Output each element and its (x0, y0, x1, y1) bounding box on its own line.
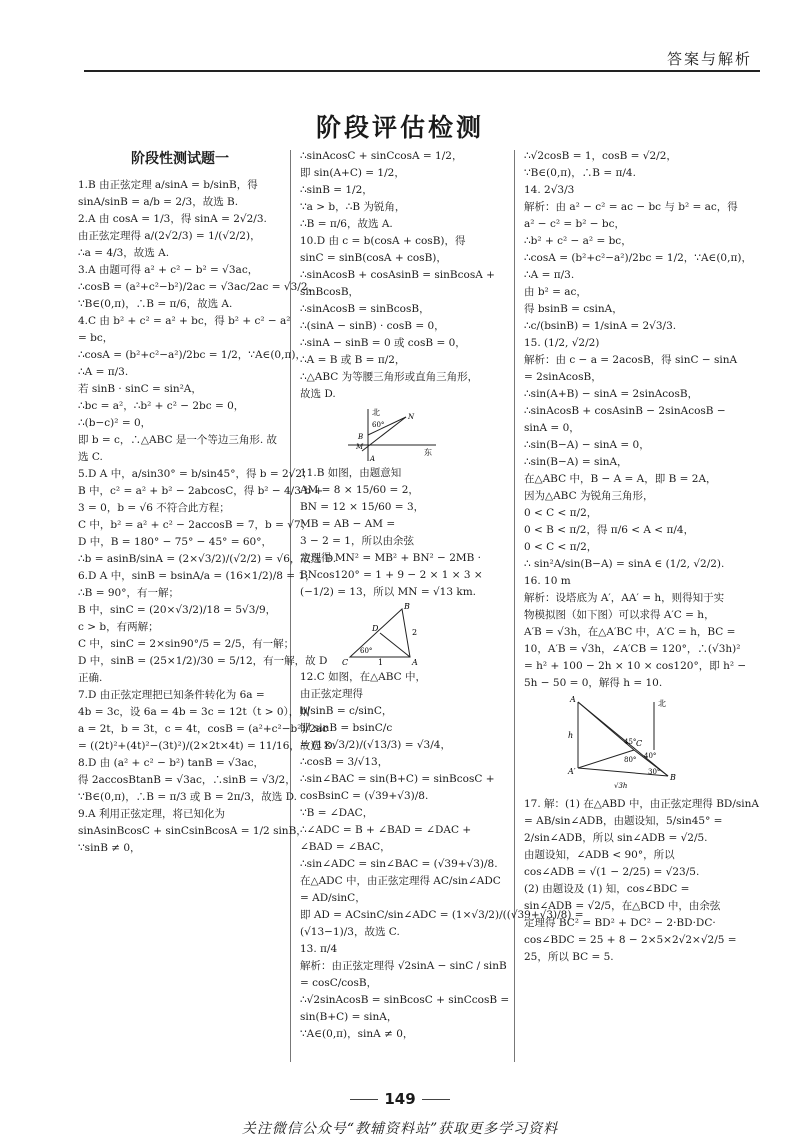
answer-line: = ((2t)²+(4t)²−(3t)²)/(2×2t×4t) = 11/16，故选 D. (78, 739, 336, 752)
answer-line: 5.D A 中，a/sin30° = b/sin45°，得 b = 2√2； (78, 467, 313, 480)
page-number-rule-left (350, 1099, 378, 1100)
answer-line: MB = AB − AM = (300, 518, 396, 530)
answer-line: B 中，sinC = (20×√3/2)/18 = 5√3/9， (78, 603, 277, 616)
answer-line: ∴sinAcosC + sinCcosA = 1/2， (300, 150, 463, 162)
answer-line: 1.B 由正弦定理 a/sinA = b/sinB，得 (78, 178, 258, 191)
fig11-point-n: N (408, 413, 415, 421)
column-3 (524, 148, 759, 966)
answer-line: ∵B = ∠DAC， (300, 807, 374, 819)
answer-line: a² − c² = b² − bc， (524, 218, 626, 230)
answer-line: ∴√2cosB = 1，cosB = √2/2， (524, 150, 677, 162)
fig16-point-a: A (570, 695, 576, 704)
answer-line: sinA = 0， (524, 422, 580, 434)
answer-line: 15. (1/2, √2/2) (524, 337, 600, 349)
answer-line: ∴B = π/6，故选 A. (300, 218, 393, 230)
fig16-h-label: h (568, 731, 574, 740)
answer-line: sinAsinBcosC + sinCsinBcosA = 1/2 sinB， (78, 824, 307, 837)
answer-line: D 中，sinB = (25×1/2)/30 = 5/12，有一解，故 D (78, 654, 328, 667)
figure-q12 (340, 603, 424, 667)
answer-line: ∴sinB = 1/2， (300, 184, 373, 196)
answer-line: cos∠BDC = 25 + 8 − 2×5×2√2×√2/5 = (524, 934, 737, 946)
answer-line: 25，所以 BC = 5. (524, 951, 614, 963)
fig12-side-bottom: 1 (378, 658, 384, 667)
answer-line: ∴cosA = (b²+c²−a²)/2bc = 1/2，∵A∈(0,π)， (524, 252, 752, 264)
answer-line: ∴a = 4/3，故选 A. (78, 246, 170, 259)
answer-line: 17. 解：(1) 在△ABD 中，由正弦定理得 BD/sinA (524, 798, 759, 810)
answer-line: 0 < B < π/2，得 π/6 < A < π/4， (524, 524, 695, 536)
answer-line: ∴sin∠BAC = sin(B+C) = sinBcosC + (300, 773, 495, 785)
fig16-north-label: 北 (658, 699, 666, 708)
answer-line: ∴sin(B−A) = sinA， (524, 456, 628, 468)
answer-line: 6.D A 中，sinB = bsinA/a = (16×1/2)/8 = 1， (78, 569, 316, 582)
answer-line: ∴sinAcosB + cosAsinB = sinBcosA + (300, 269, 495, 281)
fig16-angle-40: 40° (644, 752, 657, 760)
answer-line: sinA/sinB = a/b = 2/3，故选 B. (78, 195, 239, 208)
answer-line: ∠BAD = ∠BAC， (300, 841, 391, 853)
footer-note: 关注微信公众号“教辅资料站”获取更多学习资料 (241, 1121, 559, 1137)
answer-line: ∴bc = a²，∴b² + c² − 2bc = 0， (78, 399, 245, 412)
answer-line: 因为△ABC 为锐角三角形， (524, 490, 654, 502)
answer-line: BN = 12 × 15/60 = 3， (300, 501, 425, 513)
answer-line: (√13−1)/3，故选 C. (300, 926, 400, 938)
fig11-east-label: 东 (424, 448, 432, 457)
fig16-angle-80: 80° (624, 756, 637, 764)
answer-line: ∴cosA = (b²+c²−a²)/2bc = 1/2，∵A∈(0,π)， (78, 348, 306, 361)
answer-line: a = 2t，b = 3t，c = 4t，cosB = (a²+c²−b²)/2ac (78, 722, 328, 735)
answer-line: ∴sinAcosB = sinBcosB， (300, 303, 430, 315)
answer-line: = cosC/cosB， (300, 977, 378, 989)
answer-line: 9.A 利用正弦定理，将已知化为 (78, 807, 225, 820)
answer-line: 2.A 由 cosA = 1/3，得 sinA = 2√2/3. (78, 212, 267, 225)
answer-line: c > b，有两解； (78, 620, 159, 633)
answer-line: ∴A = π/3. (524, 269, 575, 281)
answer-line: 3.A 由题可得 a² + c² − b² = √3ac， (78, 263, 259, 276)
answer-line: 3 = 0，b = √6 不符合此方程； (78, 501, 230, 514)
answer-line: ∴sin(B−A) − sinA = 0， (524, 439, 650, 451)
answer-line: 13. π/4 (300, 943, 338, 955)
column-3-lines-a (524, 148, 752, 692)
answer-line: 解析：设塔底为 A′，AA′ = h，则得知于实 (524, 592, 725, 604)
fig12-side-right: 2 (412, 628, 418, 637)
fig16-point-a-prime: A′ (568, 767, 576, 776)
fig16-sqrt3h-label: √3h (614, 782, 628, 790)
fig16-point-c: C (636, 739, 643, 748)
answer-line: 8.D 由 (a² + c² − b²) tanB = √3ac， (78, 756, 265, 769)
answer-line: 在△ABC 中，B − A = A，即 B = 2A， (524, 473, 717, 485)
section-title: 阶段性测试题一 (131, 151, 229, 167)
answer-line: = 2sinAcosB， (524, 371, 602, 383)
answer-line: 故选 D. (300, 388, 336, 400)
answer-line: A′B = √3h，在△A′BC 中，A′C = h，BC = (524, 626, 736, 638)
page-number: 149 (384, 1090, 416, 1108)
answer-line: 10.D 由 c = b(cosA + cosB)，得 (300, 235, 466, 247)
fig12-angle-label: 60° (360, 647, 373, 655)
answer-line: sin∠ADB = √2/5，在△BCD 中，由余弦 (524, 900, 721, 912)
fig12-point-c: C (342, 658, 349, 667)
answer-line: C 中，b² = a² + c² − 2accosB = 7，b = √7； (78, 518, 312, 531)
answer-line: ∴sin(A+B) − sinA = 2sinAcosB， (524, 388, 699, 400)
answer-line: 4.C 由 b² + c² = a² + bc，得 b² + c² − a² (78, 314, 291, 327)
column-3-lines-b (524, 796, 759, 966)
answer-line: ∵sinB ≠ 0， (78, 841, 141, 854)
figure-q16 (564, 694, 684, 794)
answer-line: ∴sinA − sinB = 0 或 cosB = 0， (300, 337, 466, 349)
answer-line: B 中，c² = a² + b² − 2abcosC，得 b² − 4/3 b + (78, 484, 324, 497)
answer-line: = (1×√3/2)/(√13/3) = √3/4， (300, 739, 451, 751)
answer-line: ∴△ABC 为等腰三角形或直角三角形， (300, 371, 479, 383)
answer-line: ∴ sin²A/sin(B−A) = sinA ∈ (1/2, √2/2). (524, 558, 725, 570)
answer-line: sin(B+C) = sinA， (300, 1011, 398, 1023)
page-number-wrap (0, 1090, 800, 1108)
answer-line: 解析：由 c − a = 2acosB，得 sinC − sinA (524, 354, 738, 366)
answer-line: b/sinB = c/sinC， (300, 705, 393, 717)
answer-line: 0 < C < π/2， (524, 541, 598, 553)
answer-line: 定理得 MN² = MB² + BN² − 2MB · (300, 552, 482, 564)
answer-line: ∵B∈(0,π)，∴B = π/3 或 B = 2π/3，故选 D. (78, 790, 297, 803)
answer-line: 解析：由 a² − c² = ac − bc 与 b² = ac，得 (524, 201, 738, 213)
answer-line: 11.B 如图，由题意知 (300, 467, 402, 479)
answer-line: ∴√2sinAcosB = sinBcosC + sinCcosB = (300, 994, 510, 1006)
answer-line: 12.C 如图，在△ABC 中， (300, 671, 427, 683)
answer-line: cos∠ADB = √(1 − 2/25) = √23/5. (524, 866, 700, 878)
fig11-point-m: M (356, 443, 364, 451)
answer-line: 5h − 50 = 0，解得 h = 10. (524, 677, 663, 689)
answer-line: 由正弦定理得 (300, 688, 363, 700)
answer-line: 由 b² = ac， (524, 286, 587, 298)
fig12-point-a: A (412, 658, 418, 667)
answer-line: ∴sinAcosB + cosAsinB − 2sinAcosB − (524, 405, 726, 417)
answer-line: 0 < C < π/2， (524, 507, 598, 519)
fig12-point-b: B (404, 602, 410, 611)
answer-line: ∴cosB = (a²+c²−b²)/2ac = √3ac/2ac = √3/2， (78, 280, 319, 293)
answer-line: ∵B∈(0,π)，∴B = π/6，故选 A. (78, 297, 233, 310)
answer-line: ∵B∈(0,π)，∴B = π/4. (524, 167, 636, 179)
answer-line: 4b = 3c，设 6a = 4b = 3c = 12t（t > 0），则 (78, 705, 310, 718)
answer-line: (−1/2) = 13，所以 MN = √13 km. (300, 586, 477, 598)
answer-line: sinBcosB， (300, 286, 360, 298)
answer-line: 解析：由正弦定理得 √2sinA − sinC / sinB (300, 960, 507, 972)
column-2-lines-b (300, 465, 508, 601)
answer-line: ∴cosB = 3/√13， (300, 756, 389, 768)
answer-line: BNcos120° = 1 + 9 − 2 × 1 × 3 × (300, 569, 483, 581)
answer-line: ∴A = B 或 B = π/2， (300, 354, 406, 366)
answer-line: ∴A = π/3. (78, 365, 129, 378)
answer-line: ∴b² + c² − a² = bc， (524, 235, 632, 247)
answer-line: 得 2accosBtanB = √3ac，∴sinB = √3/2， (78, 773, 296, 786)
answer-line: cosBsinC = (√39+√3)/8. (300, 790, 429, 802)
answer-line: 即 b = c，∴△ABC 是一个等边三角形. 故 (78, 433, 278, 446)
answer-line: 定理得 BC² = BD² + DC² − 2·BD·DC· (524, 917, 716, 929)
page-number-rule-right (422, 1099, 450, 1100)
answer-line: 正确. (78, 671, 103, 684)
answer-line: ∴sin∠ADC = sin∠BAC = (√39+√3)/8. (300, 858, 498, 870)
answer-line: D 中，B = 180° − 75° − 45° = 60°， (78, 535, 272, 548)
answer-line: AM = 8 × 15/60 = 2， (300, 484, 419, 496)
answer-line: 10，A′B = √3h，∠A′CB = 120°，∴(√3h)² (524, 643, 741, 655)
header-rule (84, 70, 760, 72)
answer-line: 3 − 2 = 1，所以由余弦 (300, 535, 414, 547)
answer-line: 7.D 由正弦定理把已知条件转化为 6a = (78, 688, 265, 701)
column-2-lines-a (300, 148, 508, 403)
fig11-point-a: A (370, 455, 376, 463)
fig11-point-b: B (358, 433, 364, 441)
figure-q11 (340, 405, 440, 463)
fig11-angle-label: 60° (372, 421, 385, 429)
header-title: 答案与解析 (666, 50, 752, 68)
answer-line: C 中，sinC = 2×sin90°/5 = 2/5，有一解； (78, 637, 295, 650)
answer-line: ∴b = asinB/sinA = (2×√3/2)/(√2/2) = √6，故选 D. (78, 552, 337, 565)
answer-line: (2) 由题设及 (1) 知，cos∠BDC = (524, 883, 690, 895)
answer-line: ∴(sinA − sinB) · cosB = 0， (300, 320, 445, 332)
fig16-point-b: B (670, 773, 676, 782)
answer-line: 由正弦定理得 a/(2√2/3) = 1/(√2/2)， (78, 229, 261, 242)
column-divider-2 (514, 150, 515, 1062)
answer-line: 由题设知，∠ADB < 90°，所以 (524, 849, 675, 861)
answer-line: 16. 10 m (524, 575, 571, 587)
answer-line: ∴(b−c)² = 0， (78, 416, 152, 429)
answer-line: 即 sinB = bsinC/c (300, 722, 393, 734)
answer-line: 选 C. (78, 450, 103, 463)
fig11-north-label: 北 (372, 408, 380, 417)
answer-line: ∴B = 90°，有一解； (78, 586, 179, 599)
fig12-point-d: D (372, 624, 379, 633)
answer-line: ∵a > b，∴B 为锐角， (300, 201, 406, 213)
answer-line: 得 bsinB = csinA， (524, 303, 623, 315)
answer-line: = bc， (78, 331, 114, 344)
answer-line: 物模拟图（如下图）可以求得 A′C = h， (524, 609, 715, 621)
answer-line: = AD/sinC， (300, 892, 366, 904)
page-title: 阶段评估检测 (315, 113, 484, 142)
answer-line: sinC = sinB(cosA + cosB)， (300, 252, 447, 264)
answer-line: 即 sin(A+C) = 1/2， (300, 167, 405, 179)
answer-line: 即 AD = ACsinC/sin∠ADC = (1×√3/2)/((√39+√3)/8) = (300, 909, 584, 921)
answer-line: ∴∠ADC = B + ∠BAD = ∠DAC + (300, 824, 472, 836)
answer-line: 若 sinB · sinC = sin²A， (78, 382, 202, 395)
answer-line: 2/sin∠ADB，所以 sin∠ADB = √2/5. (524, 832, 708, 844)
answer-line: 14. 2√3/3 (524, 184, 575, 196)
answer-line: ∴c/(bsinB) = 1/sinA = 2√3/3. (524, 320, 677, 332)
answer-line: = h² + 100 − 2h × 10 × cos120°，即 h² − (524, 660, 747, 672)
answer-line: ∵A∈(0,π)，sinA ≠ 0， (300, 1028, 414, 1040)
answer-line: = AB/sin∠ADB，由题设知，5/sin45° = (524, 815, 723, 827)
fig16-angle-45: 45° (624, 738, 637, 746)
answer-line: 在△ADC 中，由正弦定理得 AC/sin∠ADC (300, 875, 501, 887)
fig16-angle-30: 30° (648, 768, 661, 776)
